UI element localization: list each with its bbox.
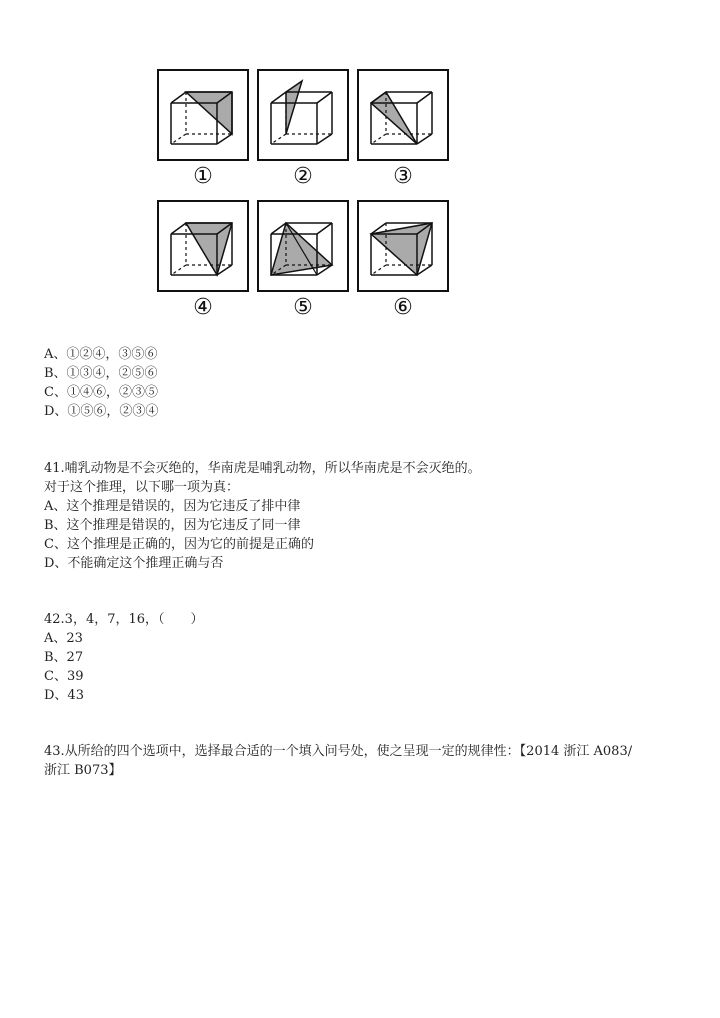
q42-option-b: B、27 <box>44 650 84 665</box>
q40-option-c: C、①④⑥，②③⑤ <box>44 385 158 400</box>
q40-option-a: A、①②④，③⑤⑥ <box>44 347 158 362</box>
q40-option-b: B、①③④，②⑤⑥ <box>44 366 158 381</box>
q42-option-d: D、43 <box>44 688 84 703</box>
q42-stem: 42.3，4，7，16，（ ） <box>44 612 204 627</box>
figure-label-2: ② <box>293 164 313 189</box>
cube-diagram-6 <box>357 200 449 292</box>
figure-label-1: ① <box>193 164 213 189</box>
q41-option-c: C、这个推理是正确的，因为它的前提是正确的 <box>44 537 314 552</box>
q42-option-c: C、39 <box>44 669 84 684</box>
q41-option-b: B、这个推理是错误的，因为它违反了同一律 <box>44 518 301 533</box>
q41-stem: 41.哺乳动物是不会灭绝的，华南虎是哺乳动物，所以华南虎是不会灭绝的。 <box>44 461 481 476</box>
figure-label-5: ⑤ <box>293 295 313 320</box>
q42-option-a: A、23 <box>44 631 83 646</box>
cube-diagram-2 <box>257 69 349 161</box>
cube-figure-5 <box>257 200 349 320</box>
cube-figure-grid <box>157 69 449 324</box>
q41-option-a: A、这个推理是错误的，因为它违反了排中律 <box>44 499 301 514</box>
figure-label-6: ⑥ <box>393 295 413 320</box>
cube-diagram-1 <box>157 69 249 161</box>
cube-diagram-3 <box>357 69 449 161</box>
cube-diagram-4 <box>157 200 249 292</box>
q41-option-d: D、不能确定这个推理正确与否 <box>44 556 224 571</box>
cube-figure-2 <box>257 69 349 189</box>
q41-prompt: 对于这个推理，以下哪一项为真： <box>44 480 240 495</box>
figure-label-3: ③ <box>393 164 413 189</box>
cube-figure-1 <box>157 69 249 189</box>
cube-figure-3 <box>357 69 449 189</box>
q40-option-d: D、①⑤⑥，②③④ <box>44 404 159 419</box>
cube-figure-4 <box>157 200 249 320</box>
cube-figure-6 <box>357 200 449 320</box>
q43-stem-line1: 43.从所给的四个选项中，选择最合适的一个填入问号处，使之呈现一定的规律性：【2014 浙江 A083/ <box>44 744 633 759</box>
figure-label-4: ④ <box>193 295 213 320</box>
cube-diagram-5 <box>257 200 349 292</box>
q43-stem-line2: 浙江 B073】 <box>44 763 122 778</box>
